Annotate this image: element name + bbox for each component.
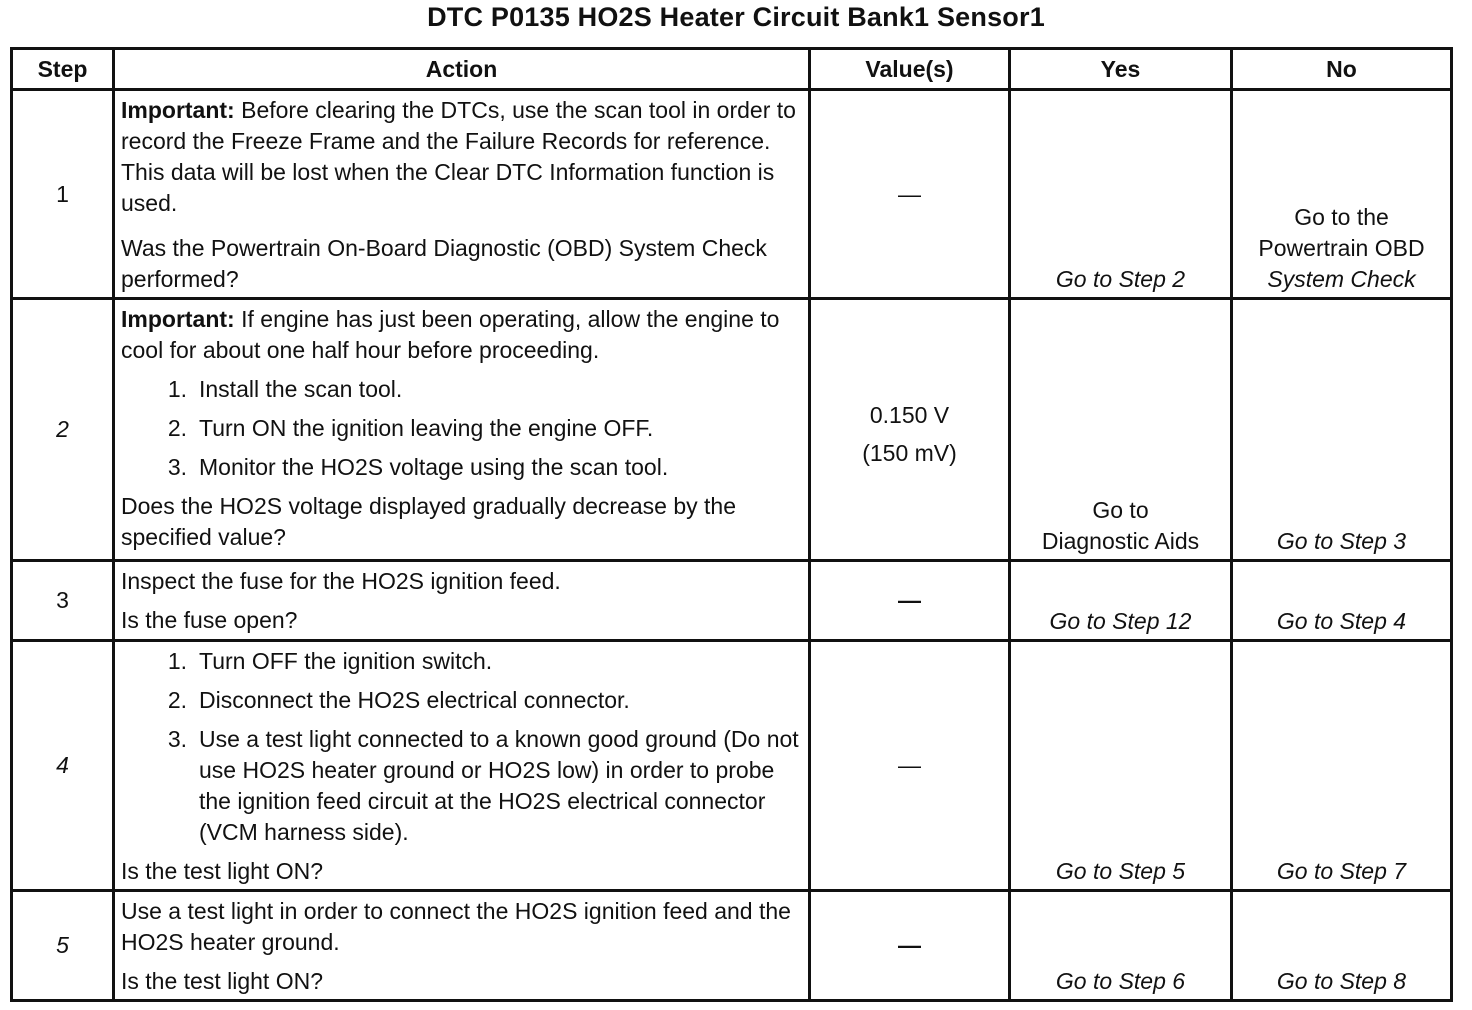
question-text: Is the test light ON? [121, 968, 323, 994]
list-item-number: 3. [167, 726, 187, 752]
step-cell [12, 641, 114, 891]
no-cell [1232, 561, 1452, 641]
step-cell [12, 299, 114, 561]
header-values: Value(s) [810, 49, 1010, 90]
step-cell [12, 90, 114, 299]
value-line2: (150 mV) [862, 440, 957, 466]
list-item-number: 1. [167, 376, 187, 402]
question-text: Is the test light ON? [121, 858, 323, 884]
list-item-text: Turn ON the ignition leaving the engine OFF. [199, 415, 654, 441]
question-text: Was the Powertrain On-Board Diagnostic (OBD) System Check performed? [121, 235, 767, 292]
value-text: — [898, 180, 921, 207]
yes-link[interactable]: Go to Step 6 [1055, 968, 1186, 994]
action-cell [114, 561, 810, 641]
diagnostic-table [10, 47, 1453, 1002]
table-row [12, 90, 1452, 299]
list-item-number: 3. [167, 454, 187, 480]
yes-link-line2[interactable]: Diagnostic Aids [1041, 528, 1200, 554]
action-text: Use a test light in order to connect the HO2S ignition feed and the HO2S heater ground. [121, 898, 791, 955]
table-row [12, 641, 1452, 891]
header-step: Step [12, 49, 114, 90]
value-cell [810, 90, 1010, 299]
yes-link[interactable]: Go to Step 2 [1055, 266, 1186, 292]
value-text: — [898, 752, 921, 778]
no-link[interactable]: Go to Step 8 [1276, 968, 1407, 994]
header-no: No [1232, 49, 1452, 90]
step-cell [12, 891, 114, 1001]
no-cell [1232, 641, 1452, 891]
list-item [121, 413, 802, 444]
no-link-line3[interactable]: System Check [1267, 266, 1416, 292]
yes-link-line1[interactable]: Go to [1092, 497, 1149, 523]
step-number: 4 [56, 752, 69, 778]
list-item-text: Install the scan tool. [199, 376, 403, 402]
table-row [12, 561, 1452, 641]
no-link[interactable]: Go to Step 4 [1276, 608, 1407, 634]
no-link-line1[interactable]: Go to the [1294, 204, 1389, 230]
no-link[interactable]: Go to Step 7 [1276, 858, 1407, 884]
important-note [121, 95, 802, 219]
question-text: Is the fuse open? [121, 607, 298, 633]
list-item-text: Use a test light connected to a known good ground (Do not use HO2S heater ground or HO2S low) in order to probe the ignition feed circuit at the HO2S electrical connector (VCM harness side). [199, 726, 799, 845]
action-text: Inspect the fuse for the HO2S ignition feed. [121, 568, 561, 594]
list-item-text: Disconnect the HO2S electrical connector. [199, 687, 630, 713]
table-row [12, 891, 1452, 1001]
no-cell [1232, 299, 1452, 561]
question-text: Does the HO2S voltage displayed gradually decrease by the specified value? [121, 493, 736, 550]
important-text: If engine has just been operating, allow the engine to cool for about one half hour before proceeding. [121, 306, 780, 363]
yes-link[interactable]: Go to Step 5 [1055, 858, 1186, 884]
value-text: — [898, 587, 921, 613]
header-row [12, 49, 1452, 90]
value-line1: 0.150 V [869, 402, 950, 428]
step-cell [12, 561, 114, 641]
important-text: Before clearing the DTCs, use the scan tool in order to record the Freeze Frame and the Failure Records for reference. This data will be lost when the Clear DTC Information function is used. [121, 97, 796, 216]
yes-cell [1010, 641, 1232, 891]
procedure-list [121, 374, 802, 483]
important-note [121, 304, 802, 366]
no-cell [1232, 90, 1452, 299]
list-item [121, 374, 802, 405]
procedure-list [121, 646, 802, 848]
value-cell [810, 299, 1010, 561]
list-item-text: Monitor the HO2S voltage using the scan tool. [199, 454, 669, 480]
step-number: 2 [56, 416, 69, 442]
list-item-number: 2. [167, 687, 187, 713]
yes-cell [1010, 299, 1232, 561]
no-link-line2[interactable]: Powertrain OBD [1258, 235, 1425, 261]
yes-cell [1010, 90, 1232, 299]
action-cell [114, 891, 810, 1001]
value-cell [810, 891, 1010, 1001]
step-number: 3 [56, 587, 69, 613]
action-cell [114, 299, 810, 561]
step-number: 5 [56, 932, 69, 958]
step-number: 1 [56, 180, 69, 207]
yes-cell [1010, 891, 1232, 1001]
value-cell [810, 641, 1010, 891]
important-label: Important: [121, 97, 235, 123]
table-row [12, 299, 1452, 561]
list-item [121, 724, 802, 848]
page-title: DTC P0135 HO2S Heater Circuit Bank1 Sensor1 [427, 2, 1045, 32]
header-yes: Yes [1010, 49, 1232, 90]
yes-link[interactable]: Go to Step 12 [1049, 608, 1192, 634]
list-item-number: 2. [167, 415, 187, 441]
yes-cell [1010, 561, 1232, 641]
action-cell [114, 641, 810, 891]
value-text: — [898, 932, 921, 958]
no-link[interactable]: Go to Step 3 [1276, 528, 1407, 554]
list-item [121, 685, 802, 716]
header-action: Action [114, 49, 810, 90]
important-label: Important: [121, 306, 235, 332]
list-item-text: Turn OFF the ignition switch. [199, 648, 493, 674]
no-cell [1232, 891, 1452, 1001]
list-item [121, 646, 802, 677]
list-item-number: 1. [167, 648, 187, 674]
action-cell [114, 90, 810, 299]
list-item [121, 452, 802, 483]
value-cell [810, 561, 1010, 641]
